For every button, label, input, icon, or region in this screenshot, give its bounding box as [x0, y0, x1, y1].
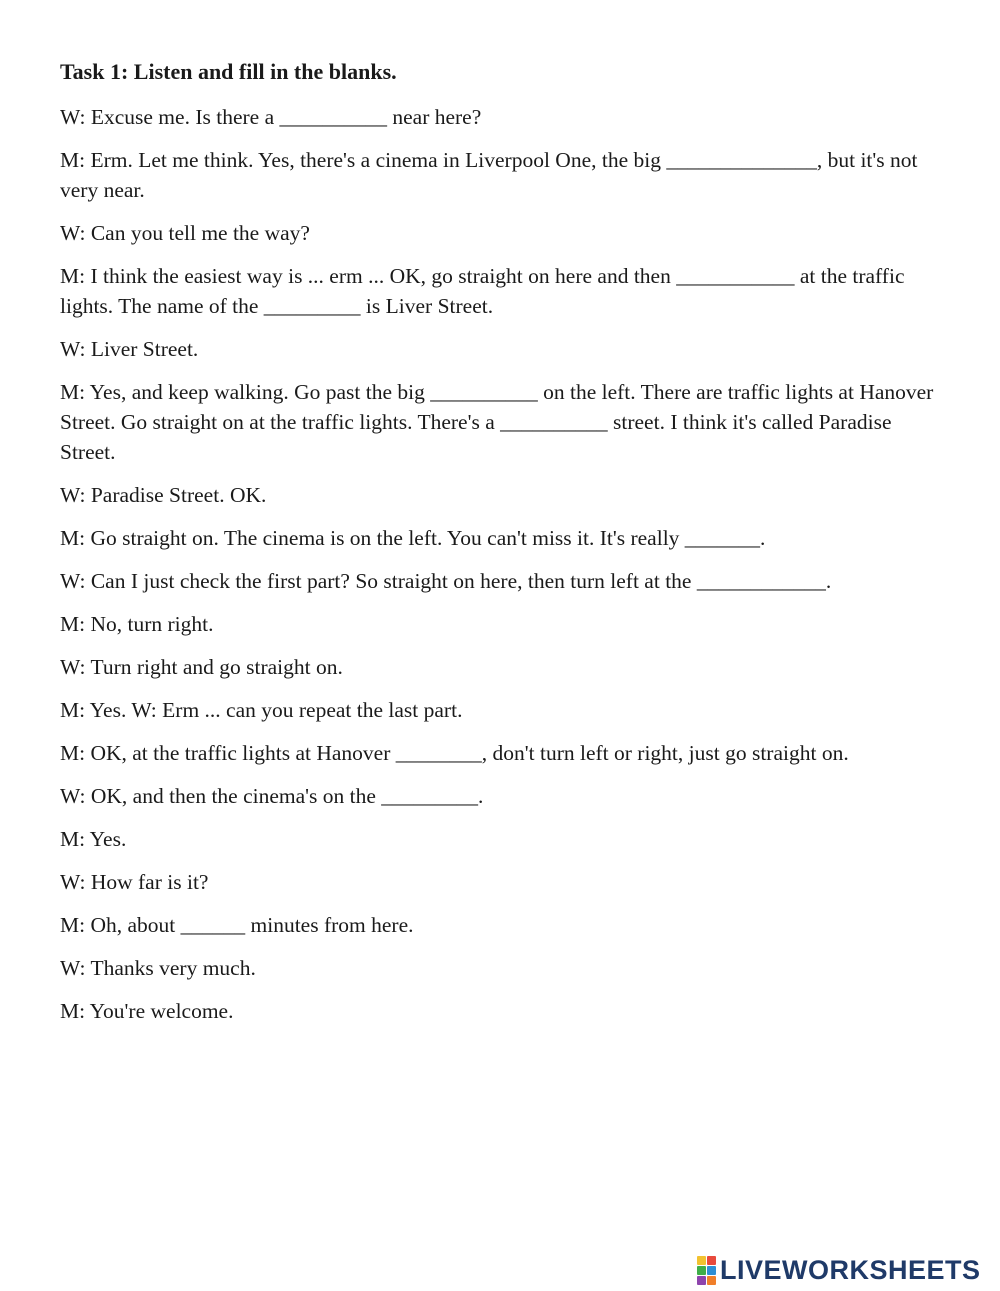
dialogue-line: M: You're welcome. [60, 999, 234, 1023]
logo-block [707, 1276, 716, 1285]
logo-block [697, 1266, 706, 1275]
dialogue-line: M: Yes. W: Erm ... can you repeat the last part. [60, 698, 463, 722]
dialogue-line: W: Paradise Street. OK. [60, 483, 267, 507]
dialogue-line: W: Can I just check the first part? So straight on here, then turn left at the ____________. [60, 569, 832, 593]
dialogue-line: M: Yes. [60, 827, 127, 851]
logo-block [697, 1276, 706, 1285]
dialogue-line: M: OK, at the traffic lights at Hanover ________, don't turn left or right, just go straight on. [60, 741, 849, 765]
logo-text: LIVEWORKSHEETS [720, 1255, 981, 1285]
dialogue-line: W: Turn right and go straight on. [60, 655, 343, 679]
dialogue [60, 102, 940, 1026]
dialogue-line: W: Excuse me. Is there a __________ near here? [60, 105, 482, 129]
dialogue-line: M: No, turn right. [60, 612, 214, 636]
dialogue-line: W: Thanks very much. [60, 956, 256, 980]
dialogue-line: W: OK, and then the cinema's on the _________. [60, 784, 484, 808]
dialogue-line: W: Liver Street. [60, 337, 199, 361]
task-title: Task 1: Listen and fill in the blanks. [60, 59, 397, 84]
dialogue-line: W: Can you tell me the way? [60, 221, 310, 245]
dialogue-line: M: Yes, and keep walking. Go past the big __________ on the left. There are traffic lights at Hanover Street. Go straight on at the traffic lights. There's a __________ street. I think it's called Paradise Street. [60, 380, 934, 464]
dialogue-line: M: I think the easiest way is ... erm ... OK, go straight on here and then ___________ at the traffic lights. The name of the _________ is Liver Street. [60, 264, 905, 318]
dialogue-line: M: Go straight on. The cinema is on the left. You can't miss it. It's really _______. [60, 526, 766, 550]
worksheet-page [60, 58, 940, 1039]
logo-block [707, 1256, 716, 1265]
dialogue-line: M: Oh, about ______ minutes from here. [60, 913, 414, 937]
logo-blocks-icon [697, 1256, 716, 1285]
logo-block [697, 1256, 706, 1265]
dialogue-line: M: Erm. Let me think. Yes, there's a cinema in Liverpool One, the big ______________, but it's not very near. [60, 148, 918, 202]
logo-block [707, 1266, 716, 1275]
liveworksheets-logo [697, 1255, 981, 1285]
dialogue-line: W: How far is it? [60, 870, 209, 894]
